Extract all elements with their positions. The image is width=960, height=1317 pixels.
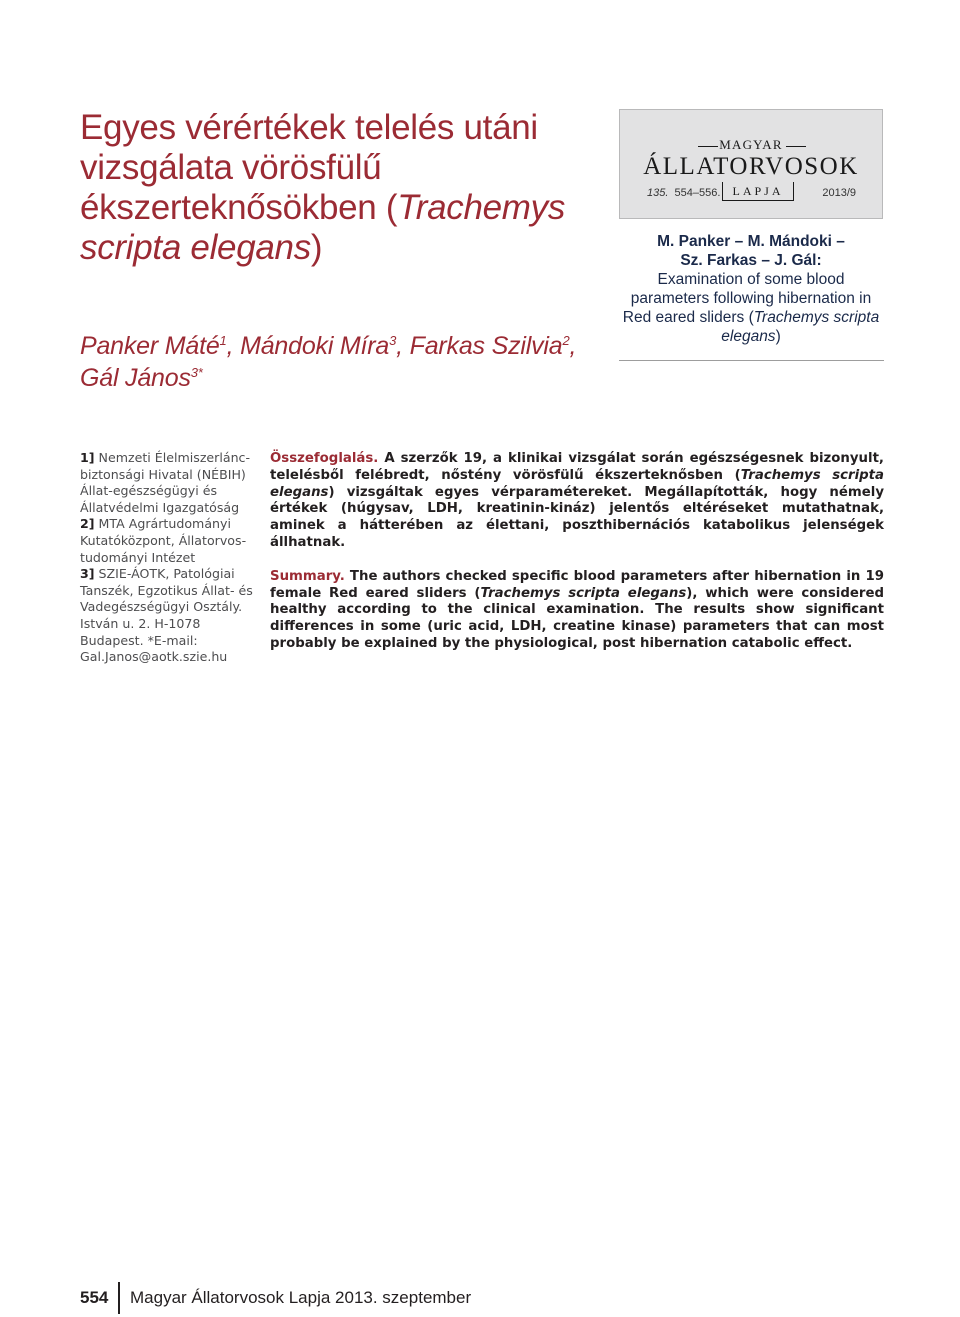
affiliations xyxy=(80,450,260,666)
affiliation: 3] SZIE-ÁOTK, Patológiai Tanszék, Egzotikus Állat- és Vadegészségügyi Osztály. István u. 2. H-1078 Budapest. *E-mail: Gal.Janos@aotk.szie.hu xyxy=(80,566,253,665)
masthead-issue: 2013/9 xyxy=(822,187,856,199)
abstract-heading: Összefoglalás. xyxy=(270,451,379,466)
page-number: 554 xyxy=(80,1288,109,1307)
english-title-block xyxy=(619,232,883,346)
masthead-volume: 135. 554–556. xyxy=(647,187,721,199)
masthead-magyar: MAGYAR xyxy=(719,137,783,152)
abstract-hungarian: Összefoglalás. A szerzők 19, a klinikai vizsgálat során egészségesnek bizonyult, telelésből felébredt, nőstény vörösfülű ékszerteknősben (Trachemys scripta elegans) vizsgáltak egyes vérparamétereket. Megállapították, hogy némely értékek (húgysav, LDH, kreatinin-kináz) jelentős eltéréseket mutathatnak, aminek a hátterében az élettani, poszthibernációs katabolikus jelenségek állhatnak. xyxy=(270,451,884,550)
affiliation: 2] MTA Agrártudományi Kutatóközpont, Állatorvos-tudományi Intézet xyxy=(80,516,247,565)
english-title: Examination of some blood parameters following hibernation in Red eared sliders (Trachemys scripta elegans) xyxy=(622,271,880,345)
article-title xyxy=(80,108,600,268)
english-authors: M. Panker – M. Mándoki – Sz. Farkas – J. Gál: xyxy=(657,233,845,269)
masthead-lapja: LAPJA xyxy=(722,182,794,201)
title-text: Egyes vérértékek telelés utáni vizsgálata vörösfülű ékszerteknősökben ( xyxy=(80,108,538,227)
author-list xyxy=(80,330,610,394)
summary-english: Summary. The authors checked specific blood parameters after hibernation in 19 female Red eared sliders (Trachemys scripta elegans), which were considered healthy according to the clinical examination. The results show significant differences in some (uric acid, LDH, creatine kinase) parameters that can most probably be explained by the physiological, post hibernation catabolic effect. xyxy=(270,568,884,651)
footer-journal: Magyar Állatorvosok Lapja 2013. szeptember xyxy=(130,1288,472,1307)
author: Mándoki Míra$^3$, xyxy=(240,332,410,360)
summary-heading: Summary. xyxy=(270,568,345,584)
affiliation: 1] Nemzeti Élelmiszerlánc-biztonsági Hivatal (NÉBIH) Állat-egészségügyi és Állatvédelmi Igazgatóság xyxy=(80,450,251,515)
footer-divider xyxy=(118,1282,120,1314)
author: Gál János$^{3*}$ xyxy=(80,364,203,392)
abstract-section xyxy=(270,451,884,653)
divider xyxy=(619,360,884,361)
title-species: Trachemys scripta elegans xyxy=(80,188,566,267)
author: Panker Máté$^1$, xyxy=(80,332,241,360)
journal-masthead xyxy=(619,109,883,219)
author: Farkas Szilvia$^2$, xyxy=(409,332,577,360)
title-end: ) xyxy=(310,228,323,267)
masthead-name: ÁLLATORVOSOK xyxy=(643,153,859,180)
